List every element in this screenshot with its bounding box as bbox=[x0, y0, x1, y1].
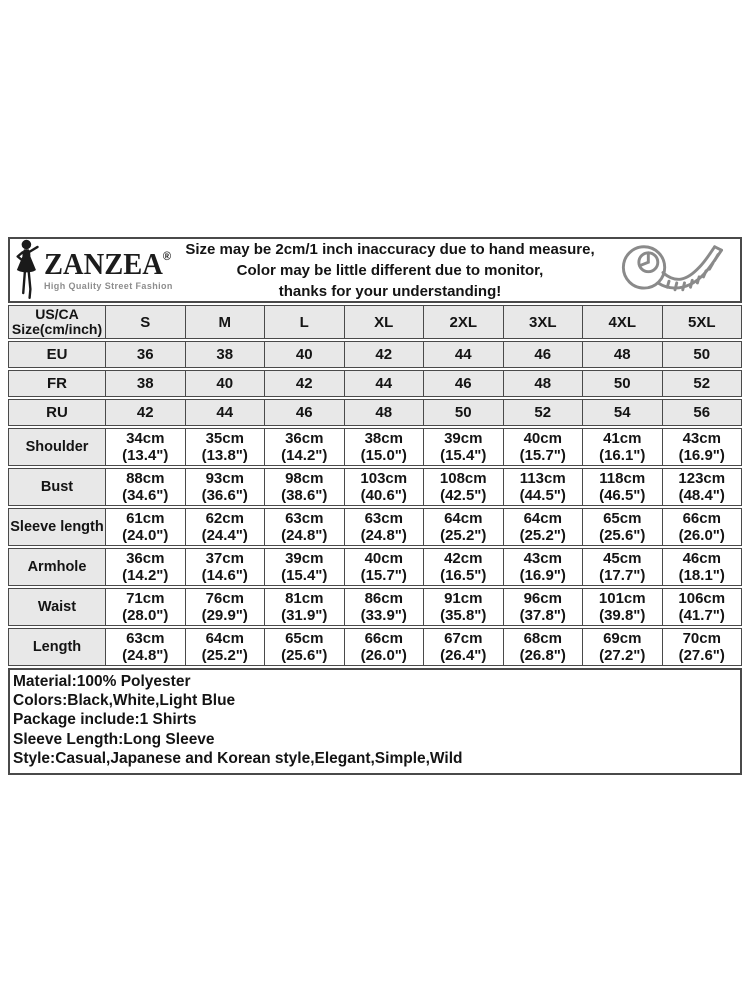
corner-header-line: US/CA bbox=[35, 306, 79, 322]
measurement-value-cell bbox=[264, 589, 344, 625]
tape-measure-icon bbox=[598, 239, 740, 301]
size-column-header: 2XL bbox=[423, 306, 503, 338]
measurement-cm: 39cm bbox=[285, 550, 324, 567]
measurement-value-cell bbox=[423, 549, 503, 585]
conversion-value-cell: 36 bbox=[105, 342, 185, 367]
measurement-inch: (13.8") bbox=[201, 447, 248, 464]
measurement-value-cell bbox=[503, 469, 583, 505]
brand-name: ZANZEA® bbox=[44, 246, 172, 282]
measurement-cm: 123cm bbox=[678, 470, 726, 487]
measurement-inch: (25.2") bbox=[201, 647, 248, 664]
row-label: Shoulder bbox=[9, 429, 105, 465]
measurement-inch: (25.2") bbox=[440, 527, 487, 544]
measurement-inch: (26.4") bbox=[440, 647, 487, 664]
conversion-value-cell: 38 bbox=[105, 371, 185, 396]
measurement-cm: 63cm bbox=[126, 630, 165, 647]
measurement-value-cell bbox=[503, 509, 583, 545]
measurement-inch: (24.8") bbox=[122, 647, 169, 664]
measurement-value-cell bbox=[582, 469, 662, 505]
measurement-value-cell bbox=[344, 469, 424, 505]
measurement-cm: 40cm bbox=[523, 430, 562, 447]
measurement-inch: (25.6") bbox=[599, 527, 646, 544]
conversion-value-cell: 42 bbox=[105, 400, 185, 425]
measurement-cm: 39cm bbox=[444, 430, 483, 447]
measurement-value-cell bbox=[344, 629, 424, 665]
measurement-value-cell bbox=[662, 589, 742, 625]
conversion-value-cell: 52 bbox=[662, 371, 742, 396]
measurement-inch: (24.4") bbox=[201, 527, 248, 544]
measurement-value-cell bbox=[105, 629, 185, 665]
measurement-inch: (39.8") bbox=[599, 607, 646, 624]
measurement-value-cell bbox=[662, 629, 742, 665]
measurement-value-cell bbox=[503, 589, 583, 625]
product-info-box bbox=[8, 668, 742, 775]
measurement-cm: 41cm bbox=[603, 430, 642, 447]
measurement-cm: 66cm bbox=[364, 630, 403, 647]
size-chart-table bbox=[8, 305, 742, 666]
measurement-cm: 36cm bbox=[126, 550, 165, 567]
disclaimer-line-3: thanks for your understanding! bbox=[278, 283, 502, 300]
conversion-value-cell: 50 bbox=[423, 400, 503, 425]
measurement-inch: (15.0") bbox=[360, 447, 407, 464]
measurement-value-cell bbox=[662, 509, 742, 545]
size-column-header: L bbox=[264, 306, 344, 338]
measurement-value-cell bbox=[582, 629, 662, 665]
table-row bbox=[8, 628, 742, 666]
measurement-inch: (35.8") bbox=[440, 607, 487, 624]
row-label: Armhole bbox=[9, 549, 105, 585]
measurement-cm: 68cm bbox=[523, 630, 562, 647]
conversion-value-cell: 50 bbox=[582, 371, 662, 396]
measurement-inch: (14.2") bbox=[122, 567, 169, 584]
measurement-value-cell bbox=[423, 429, 503, 465]
size-column-header: 3XL bbox=[503, 306, 583, 338]
table-row bbox=[8, 341, 742, 368]
corner-header-cell bbox=[9, 306, 105, 338]
measurement-cm: 101cm bbox=[598, 590, 646, 607]
measurement-inch: (25.6") bbox=[281, 647, 328, 664]
sleeve-length-line: Sleeve Length:Long Sleeve bbox=[13, 730, 215, 748]
measurement-value-cell bbox=[344, 429, 424, 465]
measurement-cm: 45cm bbox=[603, 550, 642, 567]
conversion-value-cell: 46 bbox=[503, 342, 583, 367]
measurement-value-cell bbox=[662, 429, 742, 465]
row-label: FR bbox=[9, 371, 105, 396]
size-chart-sheet bbox=[8, 237, 742, 775]
conversion-value-cell: 44 bbox=[185, 400, 265, 425]
table-row bbox=[8, 588, 742, 626]
measurement-inch: (37.8") bbox=[519, 607, 566, 624]
measurement-cm: 63cm bbox=[364, 510, 403, 527]
row-label: EU bbox=[9, 342, 105, 367]
measurement-cm: 98cm bbox=[285, 470, 324, 487]
measurement-value-cell bbox=[582, 429, 662, 465]
measurement-value-cell bbox=[423, 589, 503, 625]
measurement-inch: (28.0") bbox=[122, 607, 169, 624]
measurement-inch: (41.7") bbox=[678, 607, 725, 624]
measurement-inch: (15.7") bbox=[360, 567, 407, 584]
measurement-value-cell bbox=[264, 629, 344, 665]
measurement-inch: (36.6") bbox=[201, 487, 248, 504]
row-label: Sleeve length bbox=[9, 509, 105, 545]
row-label: Bust bbox=[9, 469, 105, 505]
measurement-value-cell bbox=[662, 549, 742, 585]
measurement-value-cell bbox=[503, 629, 583, 665]
measurement-cm: 70cm bbox=[682, 630, 721, 647]
measurement-inch: (16.9") bbox=[519, 567, 566, 584]
measurement-value-cell bbox=[105, 549, 185, 585]
disclaimer-line-1: Size may be 2cm/1 inch inaccuracy due to hand measure, bbox=[185, 241, 595, 258]
colors-line: Colors:Black,White,Light Blue bbox=[13, 692, 236, 710]
measurement-cm: 65cm bbox=[603, 510, 642, 527]
size-column-header: S bbox=[105, 306, 185, 338]
measurement-cm: 96cm bbox=[523, 590, 562, 607]
measurement-cm: 43cm bbox=[523, 550, 562, 567]
measurement-cm: 118cm bbox=[599, 470, 646, 487]
measurement-cm: 108cm bbox=[439, 470, 487, 487]
conversion-value-cell: 48 bbox=[582, 342, 662, 367]
table-row bbox=[8, 548, 742, 586]
measurement-value-cell bbox=[423, 629, 503, 665]
conversion-value-cell: 42 bbox=[264, 371, 344, 396]
conversion-value-cell: 40 bbox=[185, 371, 265, 396]
measurement-cm: 40cm bbox=[364, 550, 403, 567]
measurement-value-cell bbox=[264, 429, 344, 465]
measurement-value-cell bbox=[662, 469, 742, 505]
measurement-cm: 63cm bbox=[285, 510, 324, 527]
registered-trademark: ® bbox=[162, 249, 172, 264]
measurement-cm: 62cm bbox=[205, 510, 244, 527]
conversion-value-cell: 46 bbox=[423, 371, 503, 396]
measurement-value-cell bbox=[503, 429, 583, 465]
measurement-cm: 64cm bbox=[205, 630, 244, 647]
measurement-cm: 61cm bbox=[126, 510, 165, 527]
measurement-inch: (24.8") bbox=[281, 527, 328, 544]
size-column-header: XL bbox=[344, 306, 424, 338]
measurement-inch: (13.4") bbox=[122, 447, 169, 464]
brand-text-block bbox=[44, 246, 182, 291]
header-band bbox=[8, 237, 742, 303]
package-line: Package include:1 Shirts bbox=[13, 711, 197, 729]
size-column-header: 4XL bbox=[582, 306, 662, 338]
measurement-inch: (26.0") bbox=[678, 527, 725, 544]
measurement-inch: (31.9") bbox=[281, 607, 328, 624]
measurement-inch: (46.5") bbox=[599, 487, 646, 504]
table-row bbox=[8, 428, 742, 466]
measurement-value-cell bbox=[185, 429, 265, 465]
measurement-cm: 86cm bbox=[364, 590, 403, 607]
measurement-inch: (14.6") bbox=[201, 567, 248, 584]
conversion-value-cell: 40 bbox=[264, 342, 344, 367]
material-line: Material:100% Polyester bbox=[13, 673, 191, 690]
measurement-inch: (24.0") bbox=[122, 527, 169, 544]
size-column-header: 5XL bbox=[662, 306, 742, 338]
measurement-inch: (26.0") bbox=[360, 647, 407, 664]
measurement-value-cell bbox=[105, 589, 185, 625]
measurement-value-cell bbox=[264, 509, 344, 545]
measurement-cm: 37cm bbox=[205, 550, 244, 567]
measurement-inch: (15.4") bbox=[440, 447, 487, 464]
measurement-value-cell bbox=[185, 469, 265, 505]
measurement-value-cell bbox=[264, 469, 344, 505]
measurement-inch: (17.7") bbox=[599, 567, 646, 584]
conversion-value-cell: 48 bbox=[503, 371, 583, 396]
row-label: Length bbox=[9, 629, 105, 665]
measurement-inch: (16.5") bbox=[440, 567, 487, 584]
measurement-inch: (16.9") bbox=[678, 447, 725, 464]
measurement-cm: 46cm bbox=[682, 550, 721, 567]
measurement-cm: 64cm bbox=[444, 510, 483, 527]
measurement-cm: 93cm bbox=[205, 470, 244, 487]
measurement-inch: (16.1") bbox=[599, 447, 646, 464]
table-row bbox=[8, 305, 742, 339]
measurement-inch: (44.5") bbox=[519, 487, 566, 504]
measurement-value-cell bbox=[105, 509, 185, 545]
table-row bbox=[8, 508, 742, 546]
measurement-value-cell bbox=[185, 589, 265, 625]
measurement-inch: (18.1") bbox=[678, 567, 725, 584]
measurement-cm: 38cm bbox=[364, 430, 403, 447]
woman-silhouette-icon bbox=[13, 239, 43, 301]
conversion-value-cell: 46 bbox=[264, 400, 344, 425]
measurement-value-cell bbox=[582, 589, 662, 625]
measurement-value-cell bbox=[344, 509, 424, 545]
measurement-inch: (34.6") bbox=[122, 487, 169, 504]
conversion-value-cell: 44 bbox=[344, 371, 424, 396]
measurement-cm: 64cm bbox=[523, 510, 562, 527]
row-label: RU bbox=[9, 400, 105, 425]
measurement-value-cell bbox=[344, 589, 424, 625]
measurement-cm: 103cm bbox=[360, 470, 408, 487]
measurement-value-cell bbox=[105, 429, 185, 465]
table-row bbox=[8, 399, 742, 426]
measurement-inch: (42.5") bbox=[440, 487, 487, 504]
measurement-inch: (33.9") bbox=[360, 607, 407, 624]
measurement-cm: 43cm bbox=[682, 430, 721, 447]
measurement-inch: (40.6") bbox=[360, 487, 407, 504]
corner-header-line: Size(cm/inch) bbox=[11, 321, 103, 337]
measurement-cm: 91cm bbox=[444, 590, 483, 607]
measurement-inch: (27.2") bbox=[599, 647, 646, 664]
measurement-cm: 42cm bbox=[444, 550, 483, 567]
measurement-value-cell bbox=[423, 509, 503, 545]
measurement-cm: 67cm bbox=[444, 630, 483, 647]
measurement-inch: (38.6") bbox=[281, 487, 328, 504]
measurement-inch: (26.8") bbox=[519, 647, 566, 664]
measurement-value-cell bbox=[264, 549, 344, 585]
style-line: Style:Casual,Japanese and Korean style,Elegant,Simple,Wild bbox=[13, 749, 463, 767]
measurement-value-cell bbox=[105, 469, 185, 505]
measurement-value-cell bbox=[423, 469, 503, 505]
conversion-value-cell: 42 bbox=[344, 342, 424, 367]
measurement-value-cell bbox=[185, 629, 265, 665]
conversion-value-cell: 50 bbox=[662, 342, 742, 367]
measurement-cm: 65cm bbox=[285, 630, 324, 647]
measurement-cm: 66cm bbox=[682, 510, 721, 527]
measurement-value-cell bbox=[185, 549, 265, 585]
measurement-inch: (15.7") bbox=[519, 447, 566, 464]
measurement-cm: 106cm bbox=[678, 590, 726, 607]
disclaimer-line-2: Color may be little different due to monitor, bbox=[236, 262, 544, 279]
conversion-value-cell: 56 bbox=[662, 400, 742, 425]
measurement-value-cell bbox=[582, 509, 662, 545]
measurement-value-cell bbox=[582, 549, 662, 585]
measurement-value-cell bbox=[503, 549, 583, 585]
measurement-cm: 76cm bbox=[205, 590, 244, 607]
measurement-cm: 81cm bbox=[285, 590, 324, 607]
brand-logo bbox=[10, 239, 182, 301]
measurement-value-cell bbox=[185, 509, 265, 545]
measurement-cm: 35cm bbox=[205, 430, 244, 447]
measurement-inch: (29.9") bbox=[201, 607, 248, 624]
measurement-cm: 69cm bbox=[603, 630, 642, 647]
size-column-header: M bbox=[185, 306, 265, 338]
measurement-inch: (27.6") bbox=[678, 647, 725, 664]
measurement-inch: (48.4") bbox=[678, 487, 725, 504]
measurement-inch: (24.8") bbox=[360, 527, 407, 544]
conversion-value-cell: 52 bbox=[503, 400, 583, 425]
measurement-cm: 71cm bbox=[126, 590, 165, 607]
measurement-cm: 88cm bbox=[126, 470, 165, 487]
measurement-cm: 36cm bbox=[285, 430, 324, 447]
measurement-cm: 34cm bbox=[126, 430, 165, 447]
conversion-value-cell: 48 bbox=[344, 400, 424, 425]
conversion-value-cell: 44 bbox=[423, 342, 503, 367]
table-row bbox=[8, 370, 742, 397]
measurement-inch: (15.4") bbox=[281, 567, 328, 584]
brand-tagline: High Quality Street Fashion bbox=[44, 280, 173, 291]
conversion-value-cell: 54 bbox=[582, 400, 662, 425]
table-row bbox=[8, 468, 742, 506]
measurement-value-cell bbox=[344, 549, 424, 585]
measurement-inch: (14.2") bbox=[281, 447, 328, 464]
size-disclaimer bbox=[182, 238, 598, 302]
row-label: Waist bbox=[9, 589, 105, 625]
measurement-cm: 113cm bbox=[519, 470, 566, 487]
measurement-inch: (25.2") bbox=[519, 527, 566, 544]
conversion-value-cell: 38 bbox=[185, 342, 265, 367]
